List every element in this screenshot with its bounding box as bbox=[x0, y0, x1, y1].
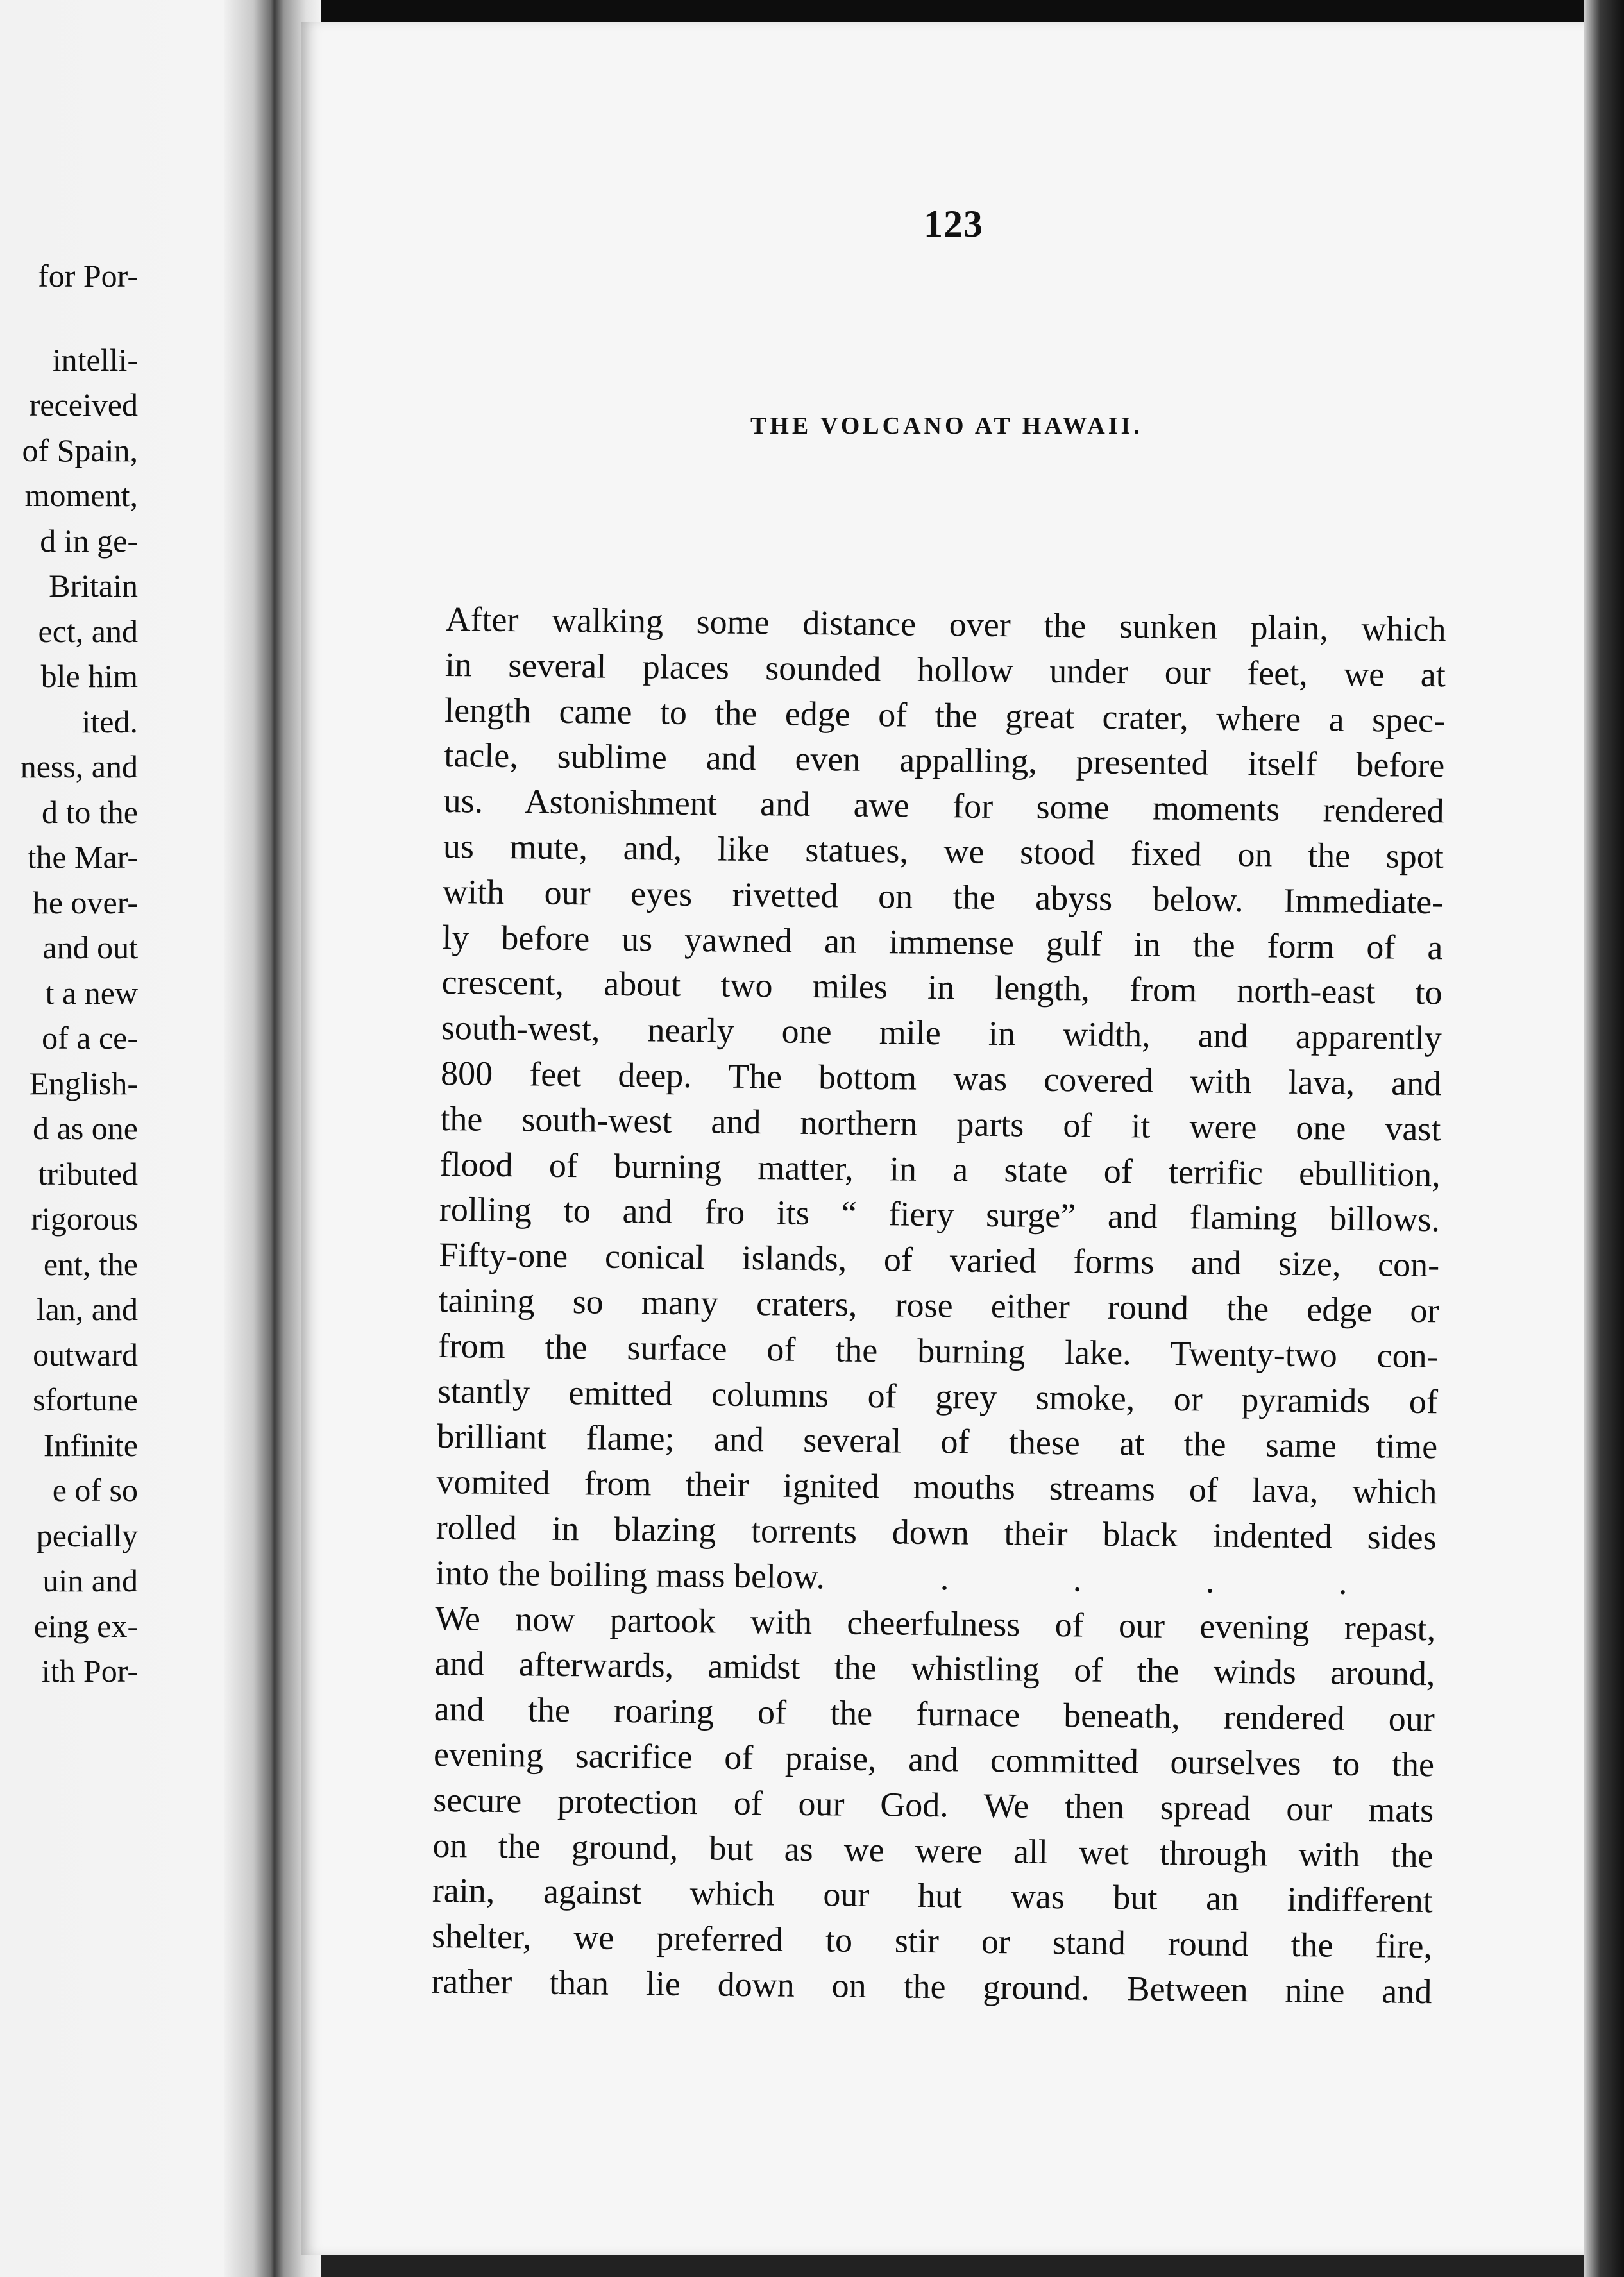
body-line: rolled in blazing torrents down their black indented sides bbox=[436, 1507, 1437, 1557]
body-line: shelter, we preferred to stir or stand round the fire, bbox=[431, 1916, 1433, 1966]
left-page-text bbox=[0, 253, 138, 1694]
body-line: south-west, nearly one mile in width, and apparently bbox=[441, 1008, 1442, 1058]
body-line: tacle, sublime and even appalling, presented itself before bbox=[444, 736, 1445, 785]
left-page-line: d in ge- bbox=[40, 522, 138, 559]
body-line: taining so many craters, rose either round the edge or bbox=[438, 1280, 1439, 1330]
left-page-line: Infinite bbox=[43, 1426, 138, 1463]
left-page-line: uin and bbox=[42, 1562, 138, 1598]
body-line: rather than lie down on the ground. Between nine and bbox=[431, 1961, 1432, 2011]
left-page-line: ble him bbox=[40, 658, 138, 694]
body-line: rolling to and fro its “ fiery surge” and flaming billows. bbox=[439, 1190, 1441, 1239]
left-page-line: he over- bbox=[32, 884, 138, 920]
body-line: stantly emitted columns of grey smoke, or pyramids of bbox=[437, 1371, 1439, 1421]
left-page-line: d to the bbox=[42, 793, 138, 830]
left-page-line: ent, the bbox=[43, 1246, 138, 1282]
left-page-line: rigorous bbox=[31, 1201, 138, 1237]
body-line: secure protection of our God. We then spread our mats bbox=[433, 1780, 1434, 1829]
body-line: into the boiling mass below. . . . . bbox=[435, 1553, 1405, 1602]
body-line: ly before us yawned an immense gulf in the form of a bbox=[442, 917, 1443, 967]
body-text bbox=[431, 597, 1446, 2015]
body-line: flood of burning matter, in a state of terrific ebullition, bbox=[439, 1144, 1441, 1194]
ellipsis-marks: . . . . bbox=[940, 1558, 1405, 1602]
body-line: us mute, and, like statues, we stood fixed on the spot bbox=[443, 826, 1444, 876]
body-line: length came to the edge of the great crater, where a spec- bbox=[444, 690, 1446, 740]
left-page-line: sfortune bbox=[33, 1382, 138, 1418]
left-page-line: tributed bbox=[38, 1155, 138, 1192]
body-line: We now partook with cheerfulness of our evening repast, bbox=[435, 1598, 1436, 1648]
left-page-line: e of so bbox=[52, 1472, 138, 1508]
left-page-line: received bbox=[29, 387, 138, 423]
left-page-line: for Por- bbox=[38, 258, 138, 294]
body-line: the south-west and northern parts of it were one vast bbox=[440, 1099, 1441, 1149]
body-line: from the surface of the burning lake. Twenty-two con- bbox=[437, 1326, 1439, 1376]
body-line: us. Astonishment and awe for some moments rendered bbox=[443, 781, 1444, 831]
body-line: 800 feet deep. The bottom was covered with lava, and bbox=[440, 1053, 1442, 1103]
chapter-title: THE VOLCANO AT HAWAII. bbox=[750, 412, 1143, 439]
left-page-line: t a new bbox=[45, 974, 138, 1011]
left-page-line: ect, and bbox=[38, 613, 138, 649]
left-page-line: of a ce- bbox=[42, 1020, 138, 1056]
left-page-line: intelli- bbox=[52, 341, 138, 378]
left-page-line: pecially bbox=[36, 1517, 138, 1553]
left-page-line: outward bbox=[33, 1336, 138, 1373]
body-line: rain, against which our hut was but an indifferent bbox=[432, 1871, 1434, 1920]
left-page-line: English- bbox=[29, 1065, 138, 1101]
body-line: with our eyes rivetted on the abyss below. Immediate- bbox=[442, 872, 1444, 922]
left-page-line: ited. bbox=[81, 703, 138, 740]
body-line: on the ground, but as we were all wet through with the bbox=[432, 1825, 1434, 1875]
body-line: brilliant flame; and several of these at the same time bbox=[436, 1417, 1438, 1466]
body-line: and afterwards, amidst the whistling of the winds around, bbox=[434, 1644, 1435, 1693]
left-page-line: lan, and bbox=[36, 1291, 138, 1327]
left-page-line: eing ex- bbox=[33, 1607, 138, 1644]
left-page-line: of Spain, bbox=[22, 432, 138, 468]
body-line: After walking some distance over the sunken plain, which bbox=[445, 599, 1446, 649]
left-page-line: and out bbox=[42, 929, 138, 965]
body-line: in several places sounded hollow under our feet, we at bbox=[444, 645, 1446, 695]
body-line: and the roaring of the furnace beneath, rendered our bbox=[434, 1689, 1435, 1739]
left-page-line: ness, and bbox=[20, 749, 138, 784]
left-page-line: ith Por- bbox=[41, 1653, 138, 1689]
left-page-line: d as one bbox=[33, 1110, 138, 1146]
body-line: evening sacrifice of praise, and committed ourselves to the bbox=[433, 1734, 1435, 1784]
scan-right-edge bbox=[1584, 0, 1624, 2277]
body-line: vomited from their ignited mouths streams of lava, which bbox=[436, 1462, 1437, 1512]
body-line: Fifty-one conical islands, of varied forms and size, con- bbox=[438, 1235, 1440, 1285]
left-page-line: moment, bbox=[24, 477, 138, 513]
page-number: 123 bbox=[924, 203, 983, 245]
body-line: crescent, about two miles in length, from north-east to bbox=[441, 963, 1442, 1012]
left-page-line: the Mar- bbox=[27, 839, 138, 875]
left-page-line: Britain bbox=[49, 568, 138, 604]
